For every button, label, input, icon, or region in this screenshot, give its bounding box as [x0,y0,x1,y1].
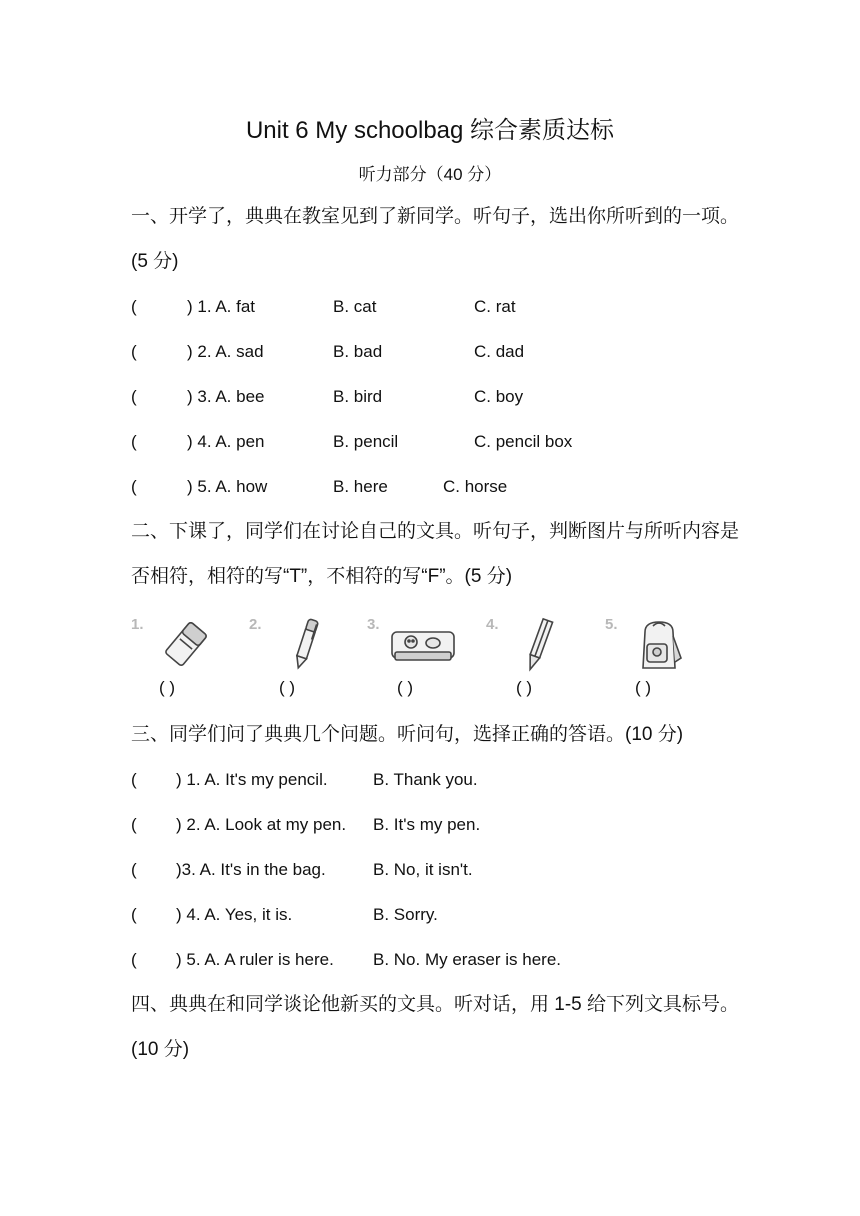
answer-paren: ( [131,950,137,969]
picture-number: 2. [249,616,262,633]
schoolbag-icon [631,618,687,674]
option-c: C. horse [443,477,508,496]
answer-blank[interactable]: ( ) [516,678,533,697]
eraser-icon [161,618,211,670]
pencil-box-icon [389,626,457,666]
option-a: ) 5. A. A ruler is here. [176,950,334,969]
option-a: ) 3. A. bee [187,387,265,406]
picture-number: 5. [605,616,618,633]
page-title: Unit 6 My schoolbag 综合素质达标 [245,117,615,144]
picture-row [131,612,731,704]
option-a: ) 1. A. It's my pencil. [176,770,328,789]
answer-blank[interactable]: ( ) [279,678,296,697]
pen-icon [289,616,323,672]
option-b: B. here [333,477,388,496]
section1-heading: 一、开学了，典典在教室见到了新同学。听句子，选出你所听到的一项。(5 分) [131,206,740,272]
picture-item [249,612,359,704]
option-a: ) 5. A. how [187,477,268,496]
option-b: B. Sorry. [373,905,438,924]
picture-number: 4. [486,616,499,633]
option-a: ) 2. A. sad [187,342,264,361]
page-subtitle: 听力部分（40 分） [358,165,502,184]
option-b: B. No, it isn't. [373,860,473,879]
picture-item [131,612,241,704]
option-a: ) 1. A. fat [187,297,256,316]
answer-paren: ( [131,815,137,834]
option-b: B. No. My eraser is here. [373,950,562,969]
answer-paren: ( [131,770,137,789]
option-a: ) 4. A. pen [187,432,265,451]
answer-paren: ( [131,477,137,496]
option-b: B. Thank you. [373,770,478,789]
picture-number: 1. [131,616,144,633]
section3-heading: 三、同学们问了典典几个问题。听问句，选择正确的答语。(10 分) [131,724,684,745]
answer-blank[interactable]: ( ) [635,678,652,697]
picture-number: 3. [367,616,380,633]
option-b: B. bad [333,342,383,361]
answer-paren: ( [131,387,137,406]
picture-item [605,612,715,704]
option-c: C. pencil box [474,432,573,451]
option-c: C. rat [474,297,516,316]
picture-item [367,612,477,704]
answer-paren: ( [131,432,137,451]
option-c: C. dad [474,342,525,361]
answer-blank[interactable]: ( ) [397,678,414,697]
answer-paren: ( [131,860,137,879]
option-b: B. cat [333,297,377,316]
pencil-icon [524,616,554,674]
section2-heading: 二、下课了，同学们在讨论自己的文具。听句子，判断图片与所听内容是否相符，相符的写“T”，不相符的写“F”。(5 分) [131,521,740,587]
answer-paren: ( [131,905,137,924]
option-a: ) 2. A. Look at my pen. [176,815,347,834]
answer-blank[interactable]: ( ) [159,678,176,697]
option-b: B. It's my pen. [373,815,481,834]
picture-item [486,612,596,704]
option-c: C. boy [474,387,524,406]
answer-paren: ( [131,297,137,316]
option-a: ) 4. A. Yes, it is. [176,905,293,924]
section4-heading: 四、典典在和同学谈论他新买的文具。听对话，用 1-5 给下列文具标号。(10 分) [131,994,740,1060]
option-b: B. pencil [333,432,399,451]
option-b: B. bird [333,387,383,406]
answer-paren: ( [131,342,137,361]
option-a: )3. A. It's in the bag. [176,860,326,879]
